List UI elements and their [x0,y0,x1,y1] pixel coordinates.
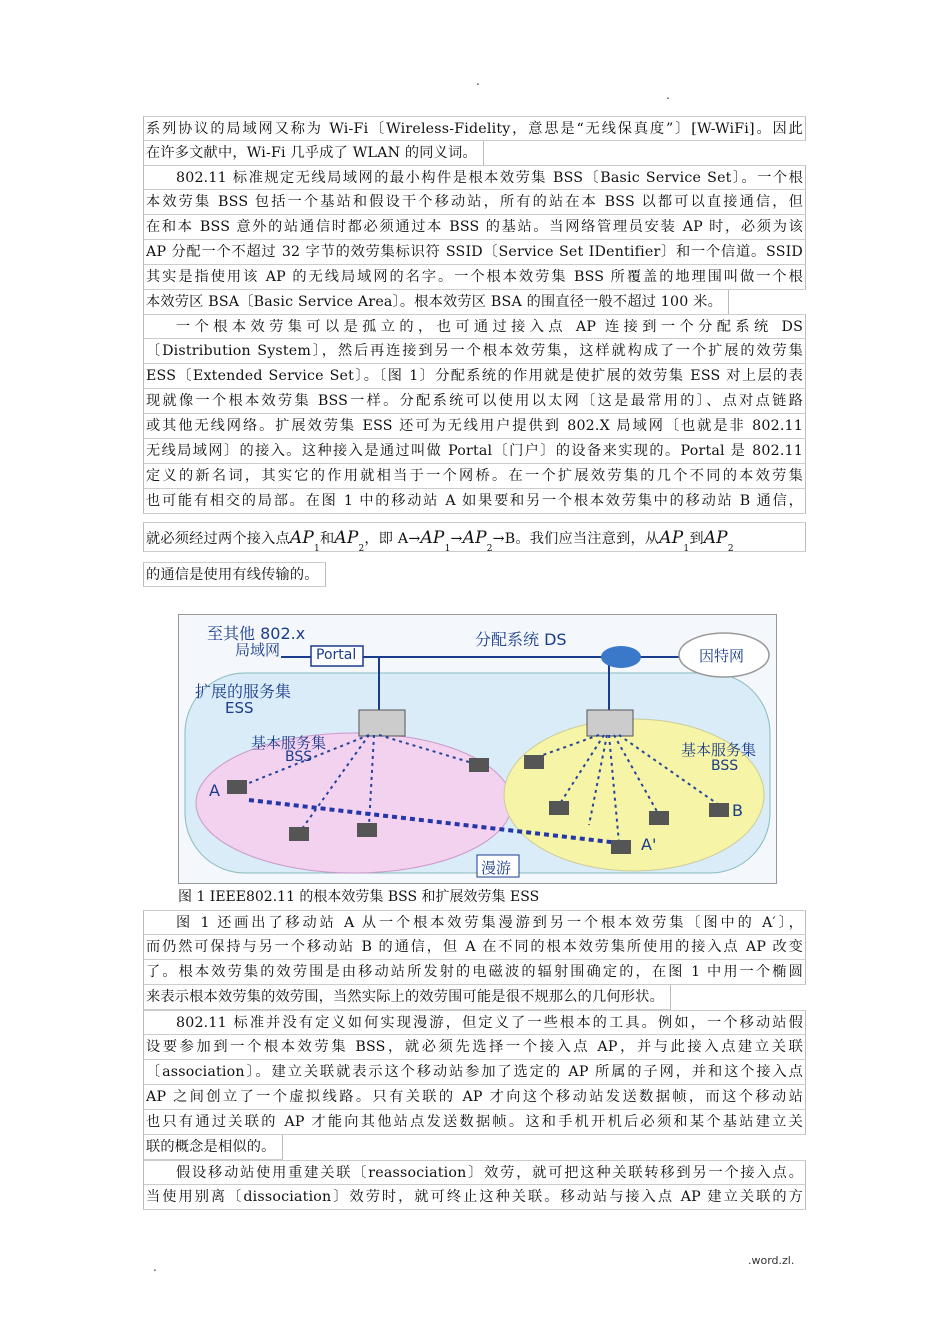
paragraph-roaming [143,910,806,1014]
ap2-icon [587,710,633,736]
text-line: ESS〔Extended Service Set〕。〔图 1〕分配系统的作用就是使扩展的效劳集 ESS 对上层的表 [143,364,806,389]
router-icon [601,646,641,668]
text-line: 也可能有相交的局部。在图 1 中的移动站 A 如果要和另一个根本效劳集中的移动站 B 通信， [143,489,806,514]
text-line: 也只有通过关联的 AP 才能向其他站点发送数据帧。这和手机开机后必须和某个基站建立关 [143,1110,806,1135]
text-span: 和 [319,531,335,547]
text-line: 在和本 BSS 意外的站通信时都必须通过本 BSS 的基站。当网络管理员安装 AP 时，必须为该 [143,215,806,240]
text-line: 来表示根本效劳集的效劳围，当然实际上的效劳围可能是很不规那么的几何形状。 [143,985,671,1010]
text-line: 当使用别离〔dissociation〕效劳时，就可终止这种关联。移动站与接入点 AP 建立关联的方 [143,1185,806,1210]
label-portal: Portal [316,647,357,663]
text-span: 到 [689,531,704,547]
text-span: →B。我们应当注意到，从 [492,531,660,547]
text-span: 就必须经过两个接入点 [146,531,290,547]
subscript: 1 [444,544,451,552]
text-line: AP 之间创立了一个虚拟线路。只有关联的 AP 才向这个移动站发送数据帧，而这个移动站 [143,1085,806,1110]
label-bss-right: 基本服务集 [681,741,757,759]
label-station-b: B [732,801,743,820]
label-roam: 漫游 [481,859,512,877]
text-line: 设要参加到一个根本效劳集 BSS，就必须先选择一个接入点 AP，并与此接入点建立关联 [143,1035,806,1060]
text-line: 假设移动站使用重建关联〔reassociation〕效劳，就可把这种关联转移到另一个接入点。 [143,1160,806,1185]
subscript: 2 [358,544,365,552]
subscript: 1 [314,544,320,552]
text-line: 802.11 标准并没有定义如何实现漫游，但定义了一些根本的工具。例如，一个移动站假 [143,1010,806,1035]
footer-site: .word.zl. [748,1254,795,1267]
label-ess-2: ESS [225,699,254,717]
text-line: 802.11 标准规定无线局域网的最小构件是根本效劳集 BSS〔Basic Service Set〕。一个根 [143,165,806,190]
label-other-lan: 至其他 802.x [207,624,306,643]
text-line: 一个根本效劳集可以是孤立的，也可通过接入点 AP 连接到一个分配系统 DS [143,314,806,339]
text-line: 或其他无线网络。扩展效劳集 ESS 还可为无线用户提供到 802.X 局域网〔也就是非 802.11 [143,414,806,439]
text-line: 系列协议的局域网又称为 Wi-Fi〔Wireless-Fidelity，意思是“无线保真度”〕[W-WiFi]。因此 [143,116,806,141]
text-line: 其实是指使用该 AP 的无线局域网的名字。一个根本效劳集 BSS 所覆盖的地理围叫做一个根 [143,265,806,290]
label-station-a-prime: A' [641,835,657,854]
figure-caption: 图 1 IEEE802.11 的根本效劳集 BSS 和扩展效劳集 ESS [178,889,540,905]
paragraph-reassociation [143,1160,806,1210]
text-line: 〔Distribution System〕，然后再连接到另一个根本效劳集，这样就构成了一个扩展的效劳集 [143,339,806,364]
text-line: 〔association〕。建立关联就表示这个移动站参加了选定的 AP 所属的子网，并和这个接入点 [143,1060,806,1085]
ap-symbol: AP [703,528,728,548]
footer-dot-left: . [153,1260,157,1274]
text-line: 本效劳集 BSS 包括一个基站和假设干个移动站，所有的站在本 BSS 以都可以直接通信，但 [143,190,806,215]
ap-symbol: AP [462,528,487,548]
text-line: 无线局域网〕的接入。这种接入是通过叫做 Portal〔门户〕的设备来实现的。Portal 是 802.11 [143,439,806,464]
paragraph-ess [143,314,806,514]
ap-symbol: AP [420,528,445,548]
text-line: 联的概念是相似的。 [143,1135,283,1160]
bss-left-ellipse [196,733,512,873]
label-bss-left: 基本服务集 [251,734,327,752]
text-line: 图 1 还画出了移动站 A 从一个根本效劳集漫游到另一个根本效劳集〔图中的 A′〕， [143,910,806,935]
figure-ess-diagram [178,614,777,884]
ap-symbol: AP [659,528,684,548]
label-other-lan-2: 局域网 [235,641,281,659]
text-line: AP 分配一个不超过 32 字节的效劳集标识符 SSID〔Service Set IDentifier〕和一个信道。SSID [143,240,806,265]
label-bss-left-2: BSS [285,749,313,765]
ap-symbol: AP [289,528,315,548]
label-internet: 因特网 [699,647,745,665]
text-line: 现就像一个根本效劳集 BSS一样。分配系统可以使用以太网〔这是最常用的〕、点对点链路 [143,389,806,414]
label-bss-right-2: BSS [711,758,739,774]
header-dot-right: . [666,88,670,102]
text-line: 定义的新名词，其实它的作用就相当于一个网桥。在一个扩展效劳集的几个不同的本效劳集 [143,464,806,489]
paragraph-association [143,1010,806,1164]
paragraph-ap-line [143,522,806,552]
text-line: 在许多文献中，Wi-Fi 几乎成了 WLAN 的同义词。 [143,141,484,166]
ap-formula-line [143,522,806,552]
header-dot-left: . [476,74,480,88]
ap-symbol: AP [334,528,359,548]
subscript: 2 [486,544,493,552]
label-ess: 扩展的服务集 [195,682,292,701]
subscript: 2 [727,544,734,552]
paragraph-bss [143,165,806,319]
text-line: 而仍然可保持与另一个移动站 B 的通信，但 A 在不同的根本效劳集所使用的接入点 AP 改变 [143,935,806,960]
paragraph-wired [143,562,806,591]
text-line: 了。根本效劳集的效劳围是由移动站所发射的电磁波的辐射围确定的，在图 1 中用一个椭圆 [143,960,806,985]
label-station-a: A [209,781,220,800]
text-line: 本效劳区 BSA〔Basic Service Area〕。根本效劳区 BSA 的围直径一般不超过 100 米。 [143,290,729,315]
text-span: → [450,531,463,547]
paragraph-wifi [143,116,806,170]
text-span: ，即 A→ [364,531,421,547]
subscript: 1 [683,544,690,552]
label-ds: 分配系统 DS [475,630,567,649]
ap1-icon [359,710,405,736]
text-line: 的通信是使用有线传输的。 [143,562,326,587]
